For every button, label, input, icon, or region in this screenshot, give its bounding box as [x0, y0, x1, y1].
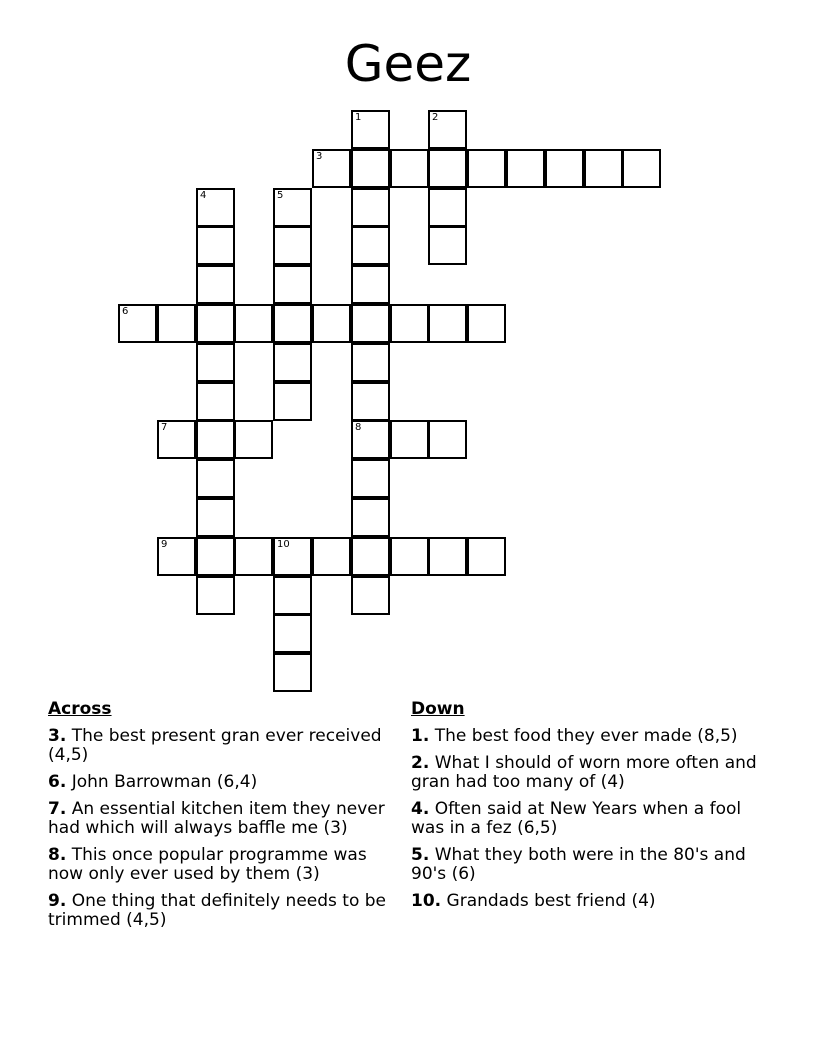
clue-down-5: [411, 846, 761, 884]
grid-cell[interactable]: [273, 653, 312, 692]
clue-down-4: [411, 800, 761, 838]
grid-cell[interactable]: [351, 537, 390, 576]
grid-cell[interactable]: [234, 537, 273, 576]
grid-cell[interactable]: [196, 304, 235, 343]
grid-cell[interactable]: [351, 265, 390, 304]
grid-cell[interactable]: [196, 382, 235, 421]
clue-text: Often said at New Years when a fool was in a fez (6,5): [411, 799, 742, 838]
clue-number: 2.: [411, 753, 430, 773]
clue-across-7: [48, 800, 398, 838]
grid-cell[interactable]: [157, 304, 196, 343]
cell-number: 8: [355, 422, 362, 433]
grid-cell[interactable]: [545, 149, 584, 188]
grid-cell[interactable]: [390, 149, 429, 188]
grid-cell[interactable]: [196, 537, 235, 576]
across-heading: Across: [48, 699, 112, 719]
grid-cell[interactable]: [196, 343, 235, 382]
clue-text: The best food they ever made (8,5): [434, 726, 738, 746]
clue-number: 10.: [411, 891, 442, 911]
clue-text: An essential kitchen item they never had which will always baffle me (3): [48, 799, 385, 838]
clue-number: 7.: [48, 799, 67, 819]
grid-cell[interactable]: [467, 537, 506, 576]
grid-cell[interactable]: [467, 304, 506, 343]
grid-cell[interactable]: [273, 226, 312, 265]
cell-number: 9: [161, 539, 168, 550]
grid-cell[interactable]: [196, 420, 235, 459]
grid-cell[interactable]: [428, 304, 467, 343]
grid-cell[interactable]: [506, 149, 545, 188]
clue-down-1: [411, 727, 761, 746]
down-clues: [411, 700, 761, 919]
grid-cell[interactable]: [196, 265, 235, 304]
cell-number: 3: [316, 151, 323, 162]
clue-across-9: [48, 892, 398, 930]
grid-cell[interactable]: [118, 304, 157, 343]
down-heading: Down: [411, 699, 465, 719]
across-clues: [48, 700, 398, 938]
grid-cell[interactable]: [273, 614, 312, 653]
clue-number: 6.: [48, 772, 67, 792]
grid-cell[interactable]: [273, 537, 312, 576]
grid-cell[interactable]: [351, 110, 390, 149]
clue-down-2: [411, 754, 761, 792]
grid-cell[interactable]: [428, 226, 467, 265]
cell-number: 5: [277, 190, 284, 201]
grid-cell[interactable]: [273, 265, 312, 304]
grid-cell[interactable]: [351, 304, 390, 343]
clue-text: Grandads best friend (4): [446, 891, 656, 911]
grid-cell[interactable]: [351, 149, 390, 188]
grid-cell[interactable]: [273, 188, 312, 227]
clue-down-10: [411, 892, 761, 911]
grid-cell[interactable]: [196, 576, 235, 615]
grid-cell[interactable]: [196, 459, 235, 498]
cell-number: 1: [355, 112, 362, 123]
grid-cell[interactable]: [467, 149, 506, 188]
grid-cell[interactable]: [428, 188, 467, 227]
grid-cell[interactable]: [584, 149, 623, 188]
clue-number: 8.: [48, 845, 67, 865]
clue-number: 5.: [411, 845, 430, 865]
cell-number: 6: [122, 306, 129, 317]
grid-cell[interactable]: [428, 110, 467, 149]
grid-cell[interactable]: [351, 226, 390, 265]
clue-across-8: [48, 846, 398, 884]
clue-number: 4.: [411, 799, 430, 819]
clue-text: One thing that definitely needs to be trimmed (4,5): [48, 891, 387, 930]
grid-cell[interactable]: [273, 576, 312, 615]
grid-cell[interactable]: [234, 304, 273, 343]
clue-text: What I should of worn more often and gran had too many of (4): [411, 753, 757, 792]
cell-number: 4: [200, 190, 207, 201]
clue-text: John Barrowman (6,4): [71, 772, 258, 792]
grid-cell[interactable]: [428, 149, 467, 188]
grid-cell[interactable]: [622, 149, 661, 188]
grid-cell[interactable]: [312, 304, 351, 343]
clue-text: What they both were in the 80's and 90's (6): [411, 845, 746, 884]
clue-across-6: [48, 773, 398, 792]
clue-text: This once popular programme was now only ever used by them (3): [48, 845, 367, 884]
clue-number: 1.: [411, 726, 430, 746]
clue-text: The best present gran ever received (4,5): [48, 726, 382, 765]
grid-cell[interactable]: [351, 498, 390, 537]
grid-cell[interactable]: [196, 188, 235, 227]
grid-cell[interactable]: [273, 382, 312, 421]
grid-cell[interactable]: [157, 420, 196, 459]
grid-cell[interactable]: [351, 188, 390, 227]
grid-cell[interactable]: [390, 420, 429, 459]
grid-cell[interactable]: [351, 343, 390, 382]
clue-number: 3.: [48, 726, 67, 746]
grid-cell[interactable]: [312, 537, 351, 576]
puzzle-title: Geez: [344, 35, 472, 93]
cell-number: 7: [161, 422, 168, 433]
grid-cell[interactable]: [428, 420, 467, 459]
grid-cell[interactable]: [196, 226, 235, 265]
grid-cell[interactable]: [157, 537, 196, 576]
clue-number: 9.: [48, 891, 67, 911]
clue-across-3: [48, 727, 398, 765]
grid-cell[interactable]: [351, 576, 390, 615]
grid-cell[interactable]: [351, 382, 390, 421]
grid-cell[interactable]: [390, 304, 429, 343]
grid-cell[interactable]: [351, 420, 390, 459]
grid-cell[interactable]: [351, 459, 390, 498]
grid-cell[interactable]: [428, 537, 467, 576]
cell-number: 10: [277, 539, 290, 550]
grid-cell[interactable]: [312, 149, 351, 188]
grid-cell[interactable]: [390, 537, 429, 576]
cell-number: 2: [432, 112, 439, 123]
grid-cell[interactable]: [273, 304, 312, 343]
grid-cell[interactable]: [196, 498, 235, 537]
grid-cell[interactable]: [234, 420, 273, 459]
grid-cell[interactable]: [273, 343, 312, 382]
